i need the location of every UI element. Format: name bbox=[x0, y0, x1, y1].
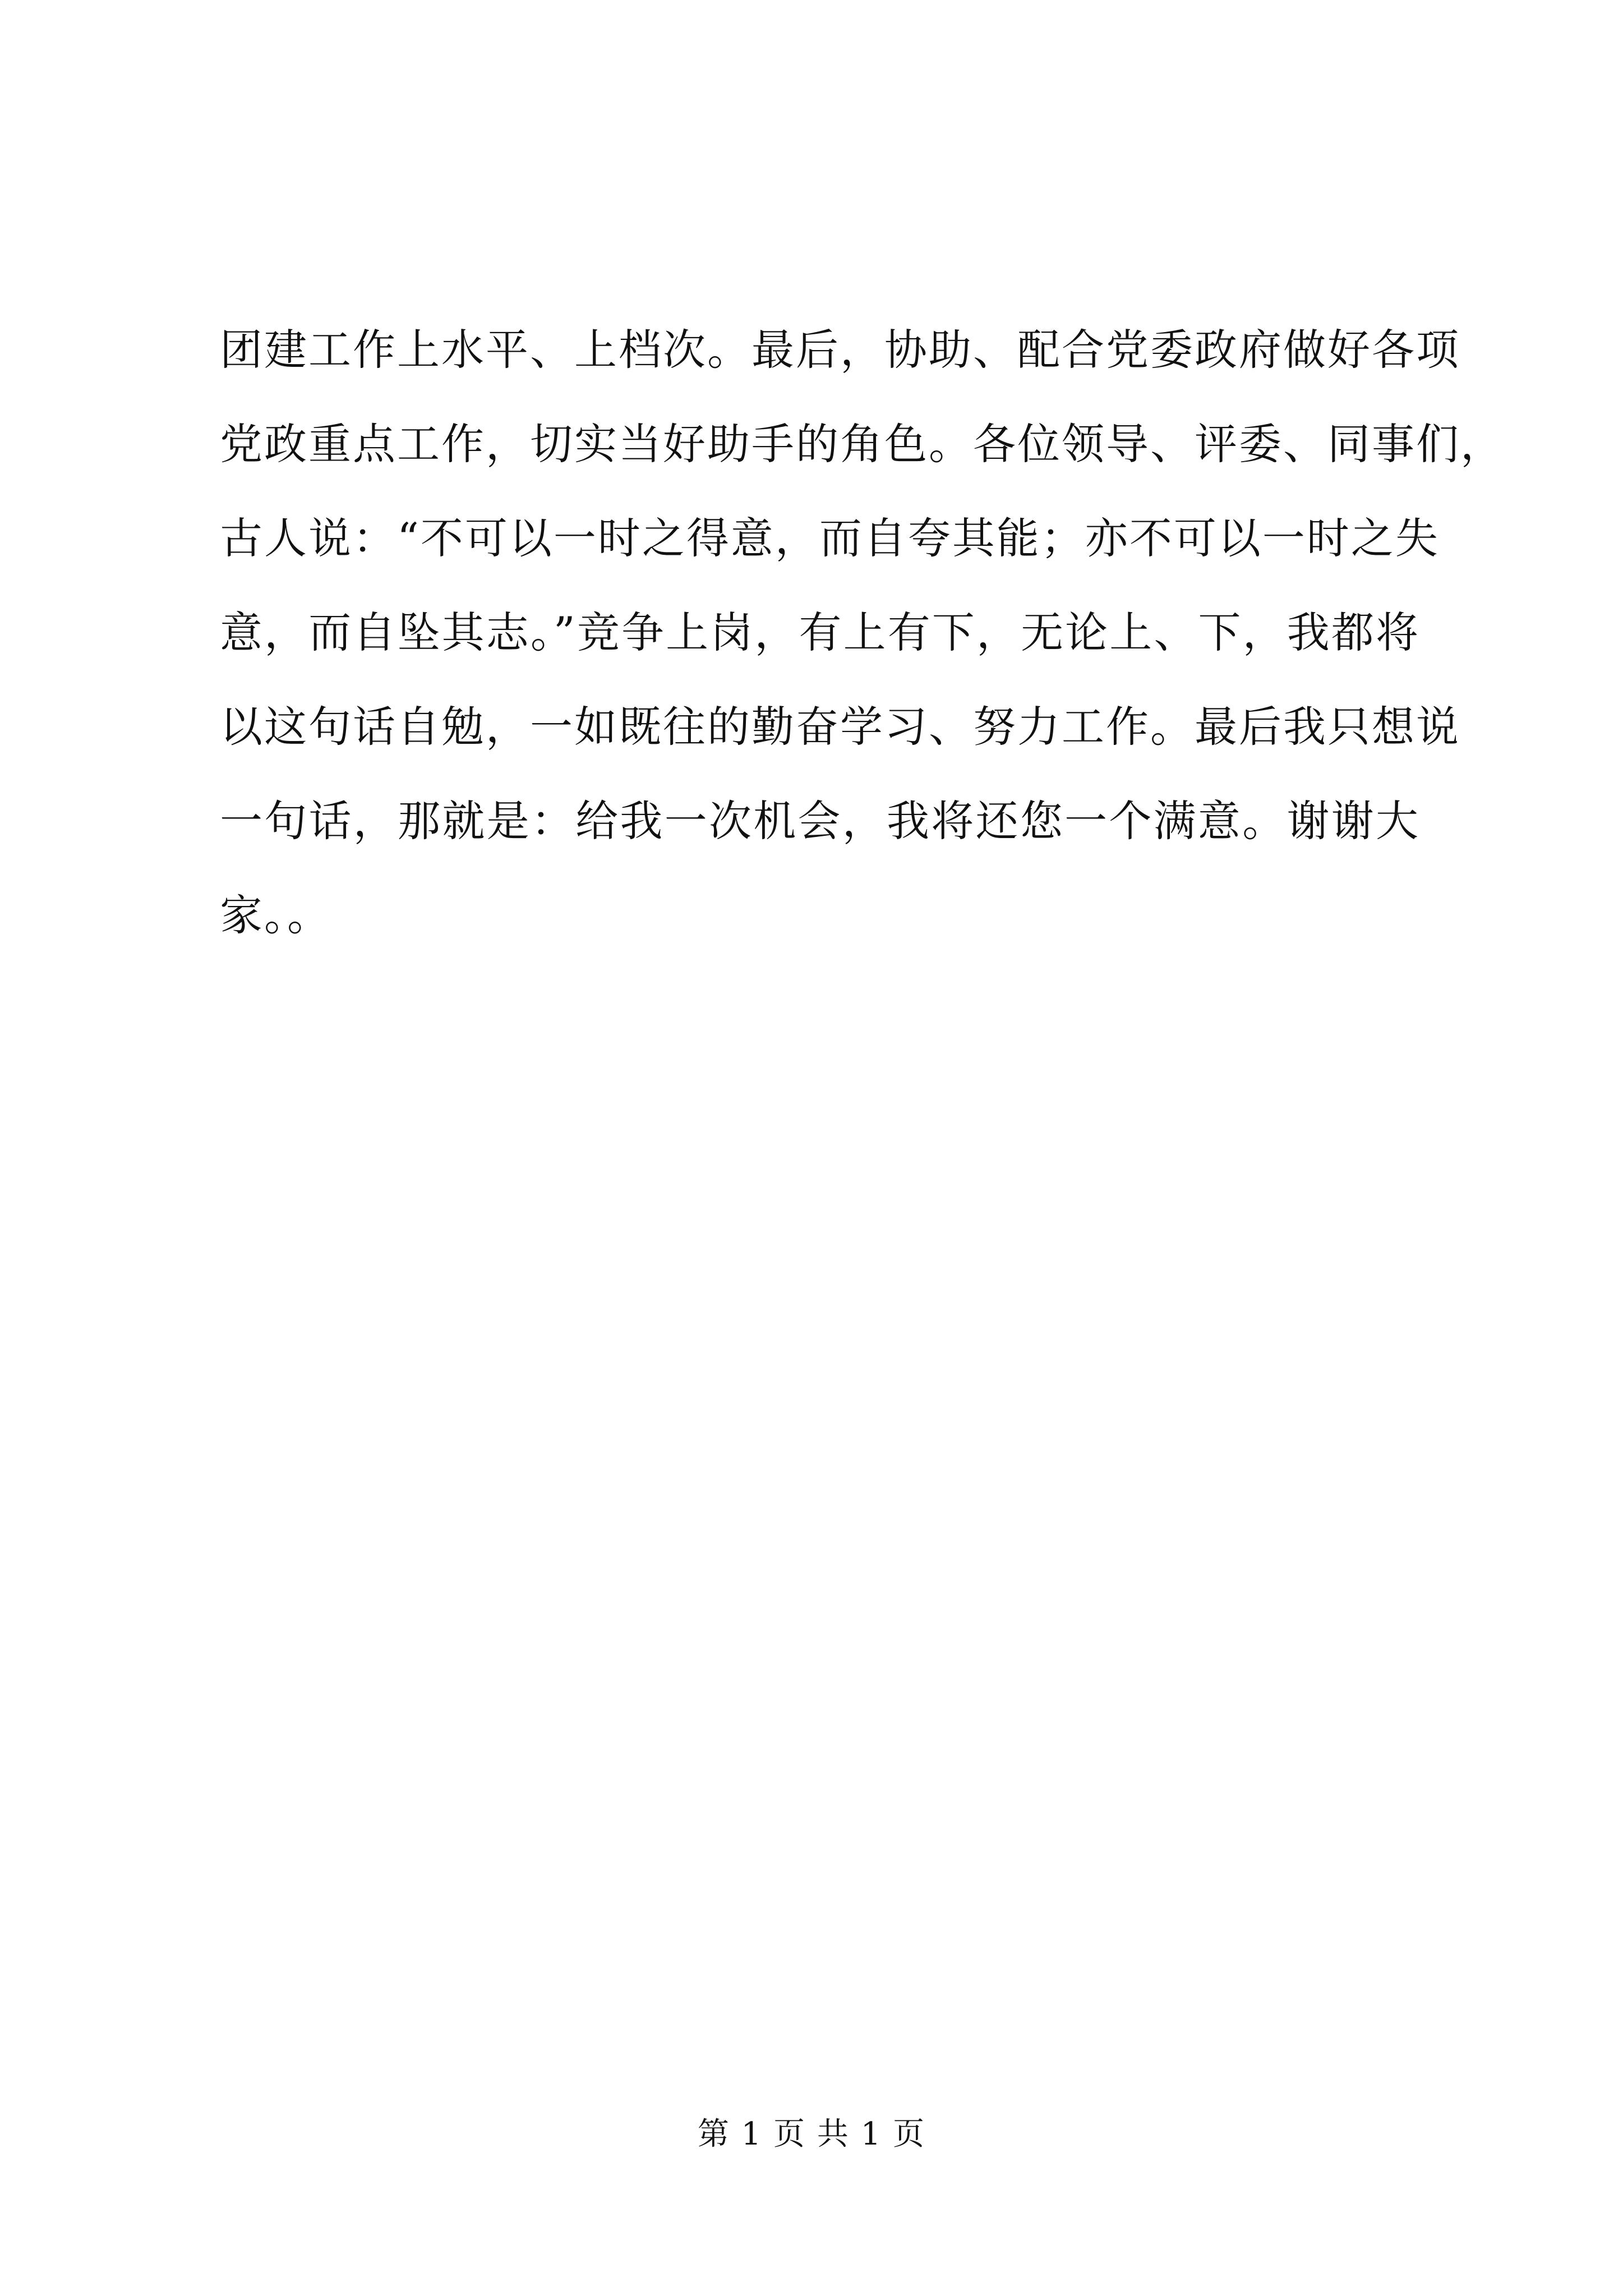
body-line: 意，而自坠其志。”竞争上岗，有上有下，无论上、下，我都将 bbox=[220, 608, 1420, 657]
body-line: 以这句话自勉，一如既往的勤奋学习、努力工作。最后我只想说 bbox=[220, 702, 1460, 752]
body-line: 团建工作上水平、上档次。最后，协助、配合党委政府做好各项 bbox=[220, 325, 1460, 375]
page-number-footer: 第 1 页 共 1 页 bbox=[697, 2116, 926, 2152]
body-line: 一句话，那就是：给我一次机会，我将还您一个满意。谢谢大 bbox=[220, 796, 1420, 846]
body-line: 古人说：“不可以一时之得意，而自夸其能；亦不可以一时之失 bbox=[220, 513, 1440, 563]
body-line: 家。。 bbox=[220, 890, 331, 940]
body-line: 党政重点工作，切实当好助手的角色。各位领导、评委、同事们， bbox=[220, 419, 1505, 469]
body-paragraph bbox=[220, 303, 1505, 963]
